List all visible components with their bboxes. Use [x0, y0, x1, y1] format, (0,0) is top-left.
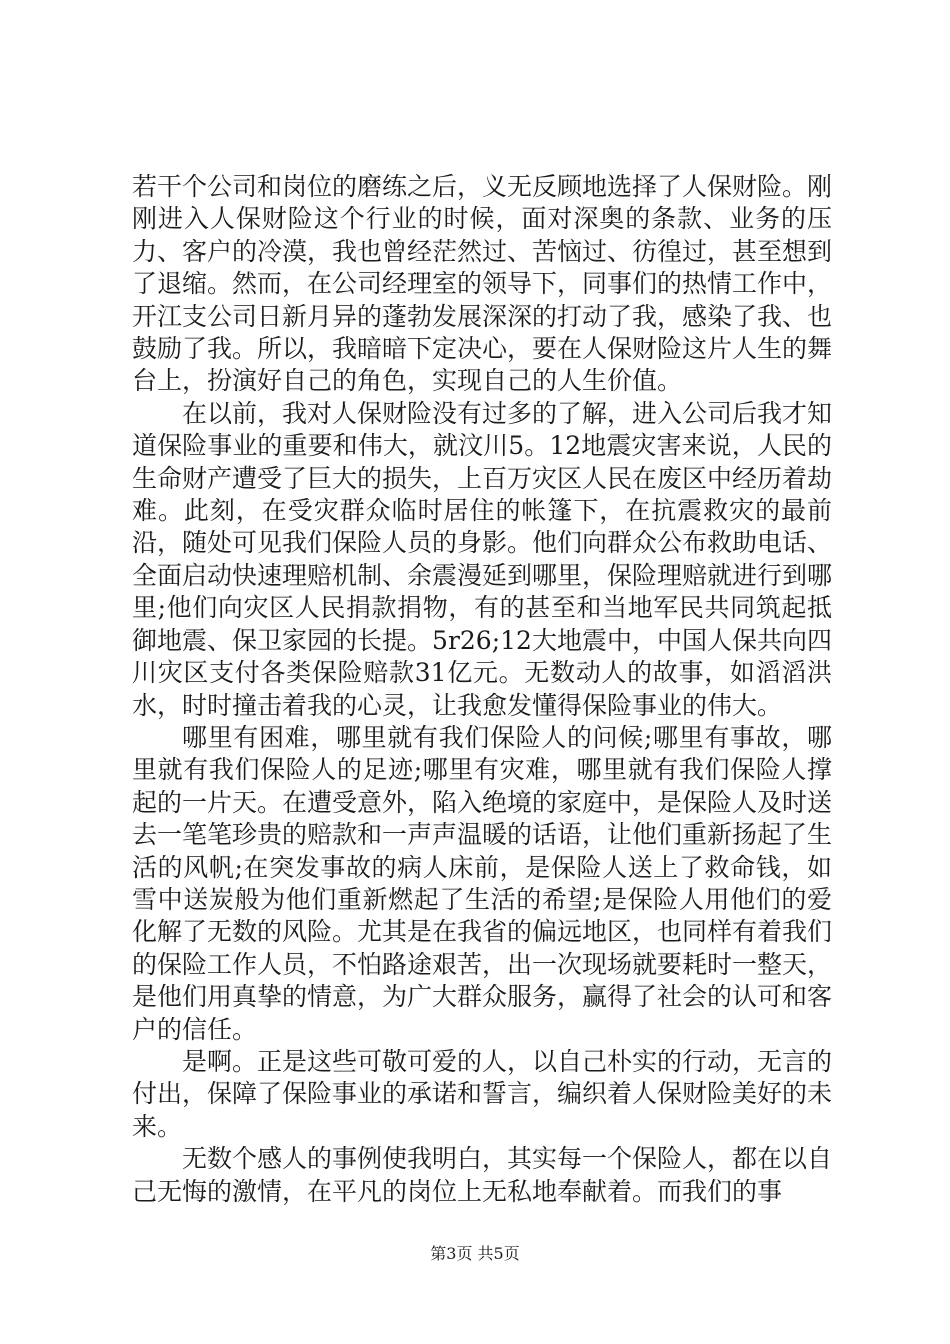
page-footer: 第3页 共5页	[430, 1244, 520, 1263]
paragraph-1: 若干个公司和岗位的磨练之后，义无反顾地选择了人保财险。刚刚进入人保财险这个行业的时候，面对深奥的条款、业务的压力、客户的冷漠，我也曾经茫然过、苦恼过、彷徨过，甚至想到了退缩。然而，在公司经理室的领导下，同事们的热情工作中，开江支公司日新月异的蓬勃发展深深的打动了我，感染了我、也鼓励了我。所以，我暗暗下定决心，要在人保财险这片人生的舞台上，扮演好自己的角色，实现自己的人生价值。	[132, 172, 833, 396]
paragraph-5: 无数个感人的事例使我明白，其实每一个保险人，都在以自己无悔的激情，在平凡的岗位上无私地奉献着。而我们的事	[132, 1144, 833, 1206]
paragraph-3: 哪里有困难，哪里就有我们保险人的问候;哪里有事故，哪里就有我们保险人的足迹;哪里有灾难，哪里就有我们保险人撑起的一片天。在遭受意外，陷入绝境的家庭中，是保险人及时送去一笔笔珍贵的赔款和一声声温暖的话语，让他们重新扬起了生活的风帆;在突发事故的病人床前，是保险人送上了救命钱，如雪中送炭般为他们重新燃起了生活的希望;是保险人用他们的爱化解了无数的风险。尤其是在我省的偏远地区，也同样有着我们的保险工作人员，不怕路途艰苦，出一次现场就要耗时一整天，是他们用真挚的情意，为广大群众服务，赢得了社会的认可和客户的信任。	[132, 722, 833, 1044]
paragraph-2: 在以前，我对人保财险没有过多的了解，进入公司后我才知道保险事业的重要和伟大，就汶川5。12地震灾害来说，人民的生命财产遭受了巨大的损失，上百万灾区人民在废区中经历着劫难。此刻，在受灾群众临时居住的帐篷下，在抗震救灾的最前沿，随处可见我们保险人员的身影。他们向群众公布救助电话、全面启动快速理赔机制、余震漫延到哪里，保险理赔就进行到哪里;他们向灾区人民捐款捐物，有的甚至和当地军民共同筑起抵御地震、保卫家园的长提。5r26;12大地震中，中国人保共向四川灾区支付各类保险赔款31亿元。无数动人的故事，如滔滔洪水，时时撞击着我的心灵，让我愈发懂得保险事业的伟大。	[132, 398, 833, 720]
paragraph-4: 是啊。正是这些可敬可爱的人，以自己朴实的行动，无言的付出，保障了保险事业的承诺和誓言，编织着人保财险美好的未来。	[132, 1046, 833, 1141]
document-body	[132, 171, 832, 1208]
